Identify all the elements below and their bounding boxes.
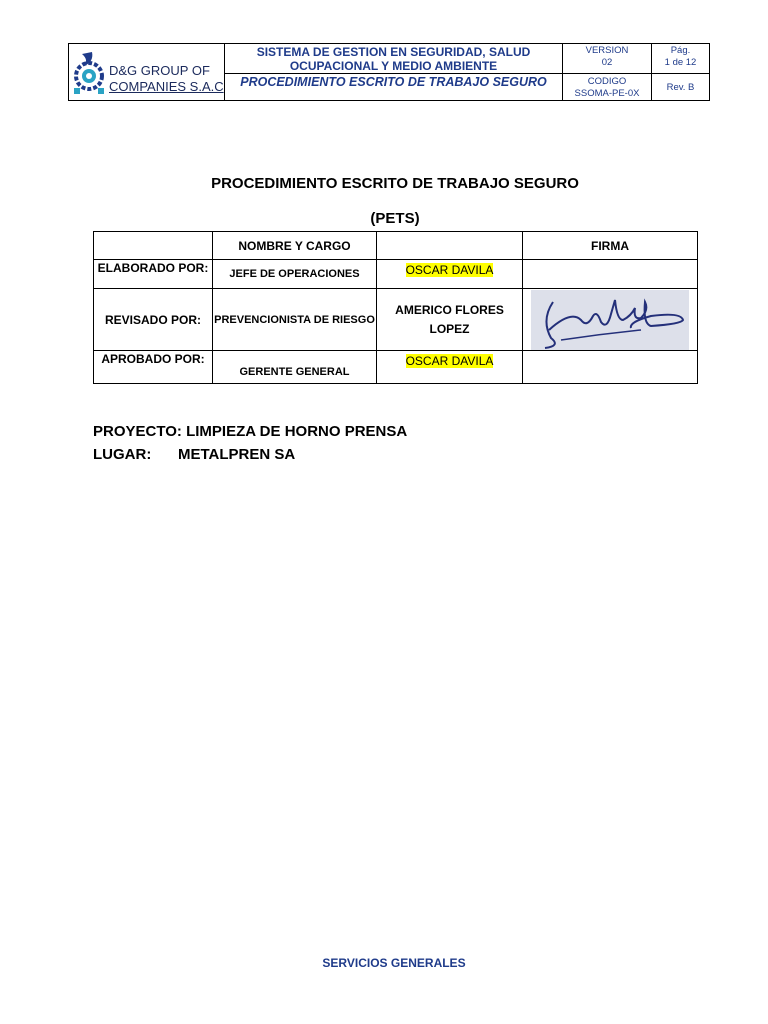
row-name bbox=[377, 351, 523, 384]
version-cell bbox=[563, 44, 652, 100]
page-block bbox=[652, 44, 709, 74]
version-value: 02 bbox=[601, 57, 613, 68]
header-title-cell bbox=[225, 44, 563, 100]
footer-text: SERVICIOS GENERALES bbox=[322, 956, 466, 970]
signature-cell bbox=[523, 260, 698, 289]
row-name bbox=[377, 260, 523, 289]
highlighted-name: OSCAR DAVILA bbox=[405, 354, 494, 368]
document-header bbox=[68, 43, 710, 101]
code-value: SSOMA-PE-0X bbox=[574, 88, 640, 99]
code-label: CODIGO bbox=[587, 76, 627, 87]
page-cell bbox=[652, 44, 709, 100]
system-title-line2: OCUPACIONAL Y MEDIO AMBIENTE bbox=[289, 59, 498, 73]
location-label: LUGAR: bbox=[93, 446, 152, 463]
row-name-line2: LOPEZ bbox=[429, 321, 470, 336]
company-name-line1: D&G GROUP OF bbox=[109, 63, 210, 78]
approval-table bbox=[93, 231, 698, 384]
row-label: REVISADO POR: bbox=[94, 289, 213, 351]
signature-cell bbox=[523, 351, 698, 384]
table-row bbox=[94, 351, 698, 384]
page-value: 1 de 12 bbox=[664, 57, 697, 68]
project-value: LIMPIEZA DE HORNO PRENSA bbox=[186, 423, 408, 440]
document-title: PROCEDIMIENTO ESCRITO DE TRABAJO SEGURO bbox=[211, 175, 579, 192]
location-value: METALPREN SA bbox=[178, 446, 296, 463]
row-cargo: PREVENCIONISTA DE RIESGO bbox=[213, 289, 377, 351]
row-cargo: GERENTE GENERAL bbox=[213, 351, 377, 384]
signature-cell bbox=[523, 289, 698, 351]
table-header-row bbox=[94, 232, 698, 260]
version-block bbox=[563, 44, 651, 74]
company-name-line2: COMPANIES S.A.C bbox=[109, 79, 224, 94]
table-header-empty bbox=[377, 232, 523, 260]
row-label: ELABORADO POR: bbox=[94, 260, 213, 289]
project-label: PROYECTO: bbox=[93, 423, 182, 440]
system-title-line1: SISTEMA DE GESTION EN SEGURIDAD, SALUD bbox=[256, 45, 531, 59]
row-label: APROBADO POR: bbox=[94, 351, 213, 384]
signature-image bbox=[531, 290, 689, 350]
project-line bbox=[93, 423, 407, 440]
company-logo-icon bbox=[72, 50, 106, 96]
header-firma: FIRMA bbox=[523, 232, 698, 260]
procedure-title: PROCEDIMIENTO ESCRITO DE TRABAJO SEGURO bbox=[240, 75, 547, 89]
row-cargo: JEFE DE OPERACIONES bbox=[213, 260, 377, 289]
table-row bbox=[94, 260, 698, 289]
code-block bbox=[563, 75, 651, 100]
highlighted-name: OSCAR DAVILA bbox=[405, 263, 494, 277]
company-logo-cell bbox=[69, 44, 225, 100]
table-header-empty bbox=[94, 232, 213, 260]
revision: Rev. B bbox=[666, 82, 695, 93]
header-nombre-cargo: NOMBRE Y CARGO bbox=[213, 232, 377, 260]
row-name-line1: AMERICO FLORES bbox=[395, 302, 504, 317]
page-label: Pág. bbox=[670, 45, 691, 56]
table-row bbox=[94, 289, 698, 351]
document-subtitle: (PETS) bbox=[370, 210, 420, 227]
system-title bbox=[225, 44, 562, 74]
row-name bbox=[377, 289, 523, 351]
version-label: VERSION bbox=[585, 45, 629, 56]
